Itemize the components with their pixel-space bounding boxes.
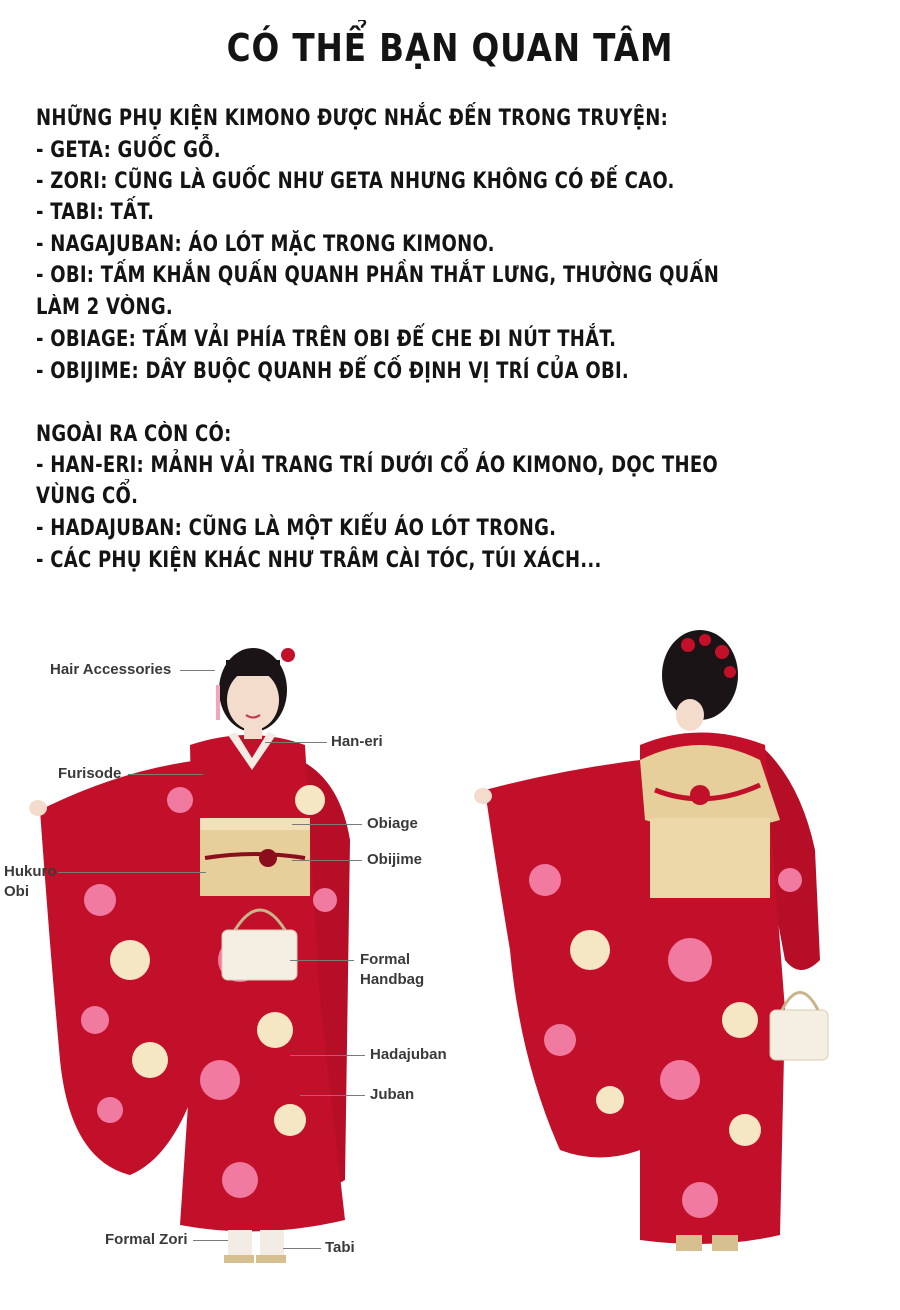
- leader-line: [292, 824, 362, 825]
- label-obi: Obi: [4, 883, 29, 900]
- text-line: LÀM 2 VÒNG.: [36, 295, 173, 320]
- text-line: VÙNG CỔ.: [36, 484, 139, 509]
- leader-line: [290, 1055, 365, 1056]
- label-hukuro: Hukuro: [4, 863, 57, 880]
- back-figure: [474, 630, 828, 1251]
- label-formal-zori: Formal Zori: [105, 1231, 188, 1248]
- label-handbag: Handbag: [360, 971, 425, 988]
- text-line: - OBI: TẤM KHẮN QUẤN QUANH PHẦN THẮT LƯNG, THƯỜNG QUẤN: [36, 263, 720, 288]
- leader-line: [128, 774, 203, 775]
- page-title: CÓ THỂ BẠN QUAN TÂM: [226, 26, 674, 70]
- leader-line: [180, 670, 215, 671]
- text-line: - HADAJUBAN: CŨNG LÀ MỘT KIỂU ÁO LÓT TRONG.: [36, 516, 557, 541]
- label-formal: Formal: [360, 951, 411, 968]
- label-tabi: Tabi: [325, 1239, 355, 1256]
- text-line: - NAGAJUBAN: ÁO LÓT MẶC TRONG KIMONO.: [36, 232, 495, 257]
- label-obiage: Obiage: [367, 815, 418, 832]
- leader-line: [300, 1095, 365, 1096]
- kimono-illustration: [0, 600, 900, 1310]
- text-line: - GETA: GUỐC GỖ.: [36, 138, 221, 163]
- text-line: - TABI: TẤT.: [36, 200, 155, 225]
- leader-line: [265, 742, 327, 743]
- leader-line: [193, 1240, 228, 1241]
- label-juban: Juban: [370, 1086, 415, 1103]
- label-han-eri: Han-eri: [331, 733, 383, 750]
- label-obijime: Obijime: [367, 851, 423, 868]
- label-furisode: Furisode: [58, 765, 122, 782]
- text-line: - OBIJIME: DÂY BUỘC QUANH ĐỂ CỐ ĐỊNH VỊ TRÍ CỦA OBI.: [36, 359, 630, 384]
- leader-line: [283, 1248, 321, 1249]
- text-line: - HAN-ERI: MẢNH VẢI TRANG TRÍ DƯỚI CỔ ÁO KIMONO, DỌC THEO: [36, 453, 718, 478]
- label-hadajuban: Hadajuban: [370, 1046, 447, 1063]
- label-hair-accessories: Hair Accessories: [50, 661, 172, 678]
- leader-line: [290, 960, 354, 961]
- text-line: NHỮNG PHỤ KIỆN KIMONO ĐƯỢC NHẮC ĐẾN TRONG TRUYỆN:: [36, 106, 669, 131]
- front-figure: [29, 648, 350, 1263]
- text-line: - CÁC PHỤ KIỆN KHÁC NHƯ TRÂM CÀI TÓC, TÚI XÁCH...: [36, 548, 602, 573]
- text-line: - ZORI: CŨNG LÀ GUỐC NHƯ GETA NHƯNG KHÔNG CÓ ĐẾ CAO.: [36, 169, 675, 194]
- text-line: - OBIAGE: TẤM VẢI PHÍA TRÊN OBI ĐỂ CHE ĐI NÚT THẮT.: [36, 327, 617, 352]
- leader-line: [292, 860, 362, 861]
- leader-line: [58, 872, 206, 873]
- text-line: NGOÀI RA CÒN CÓ:: [36, 422, 232, 447]
